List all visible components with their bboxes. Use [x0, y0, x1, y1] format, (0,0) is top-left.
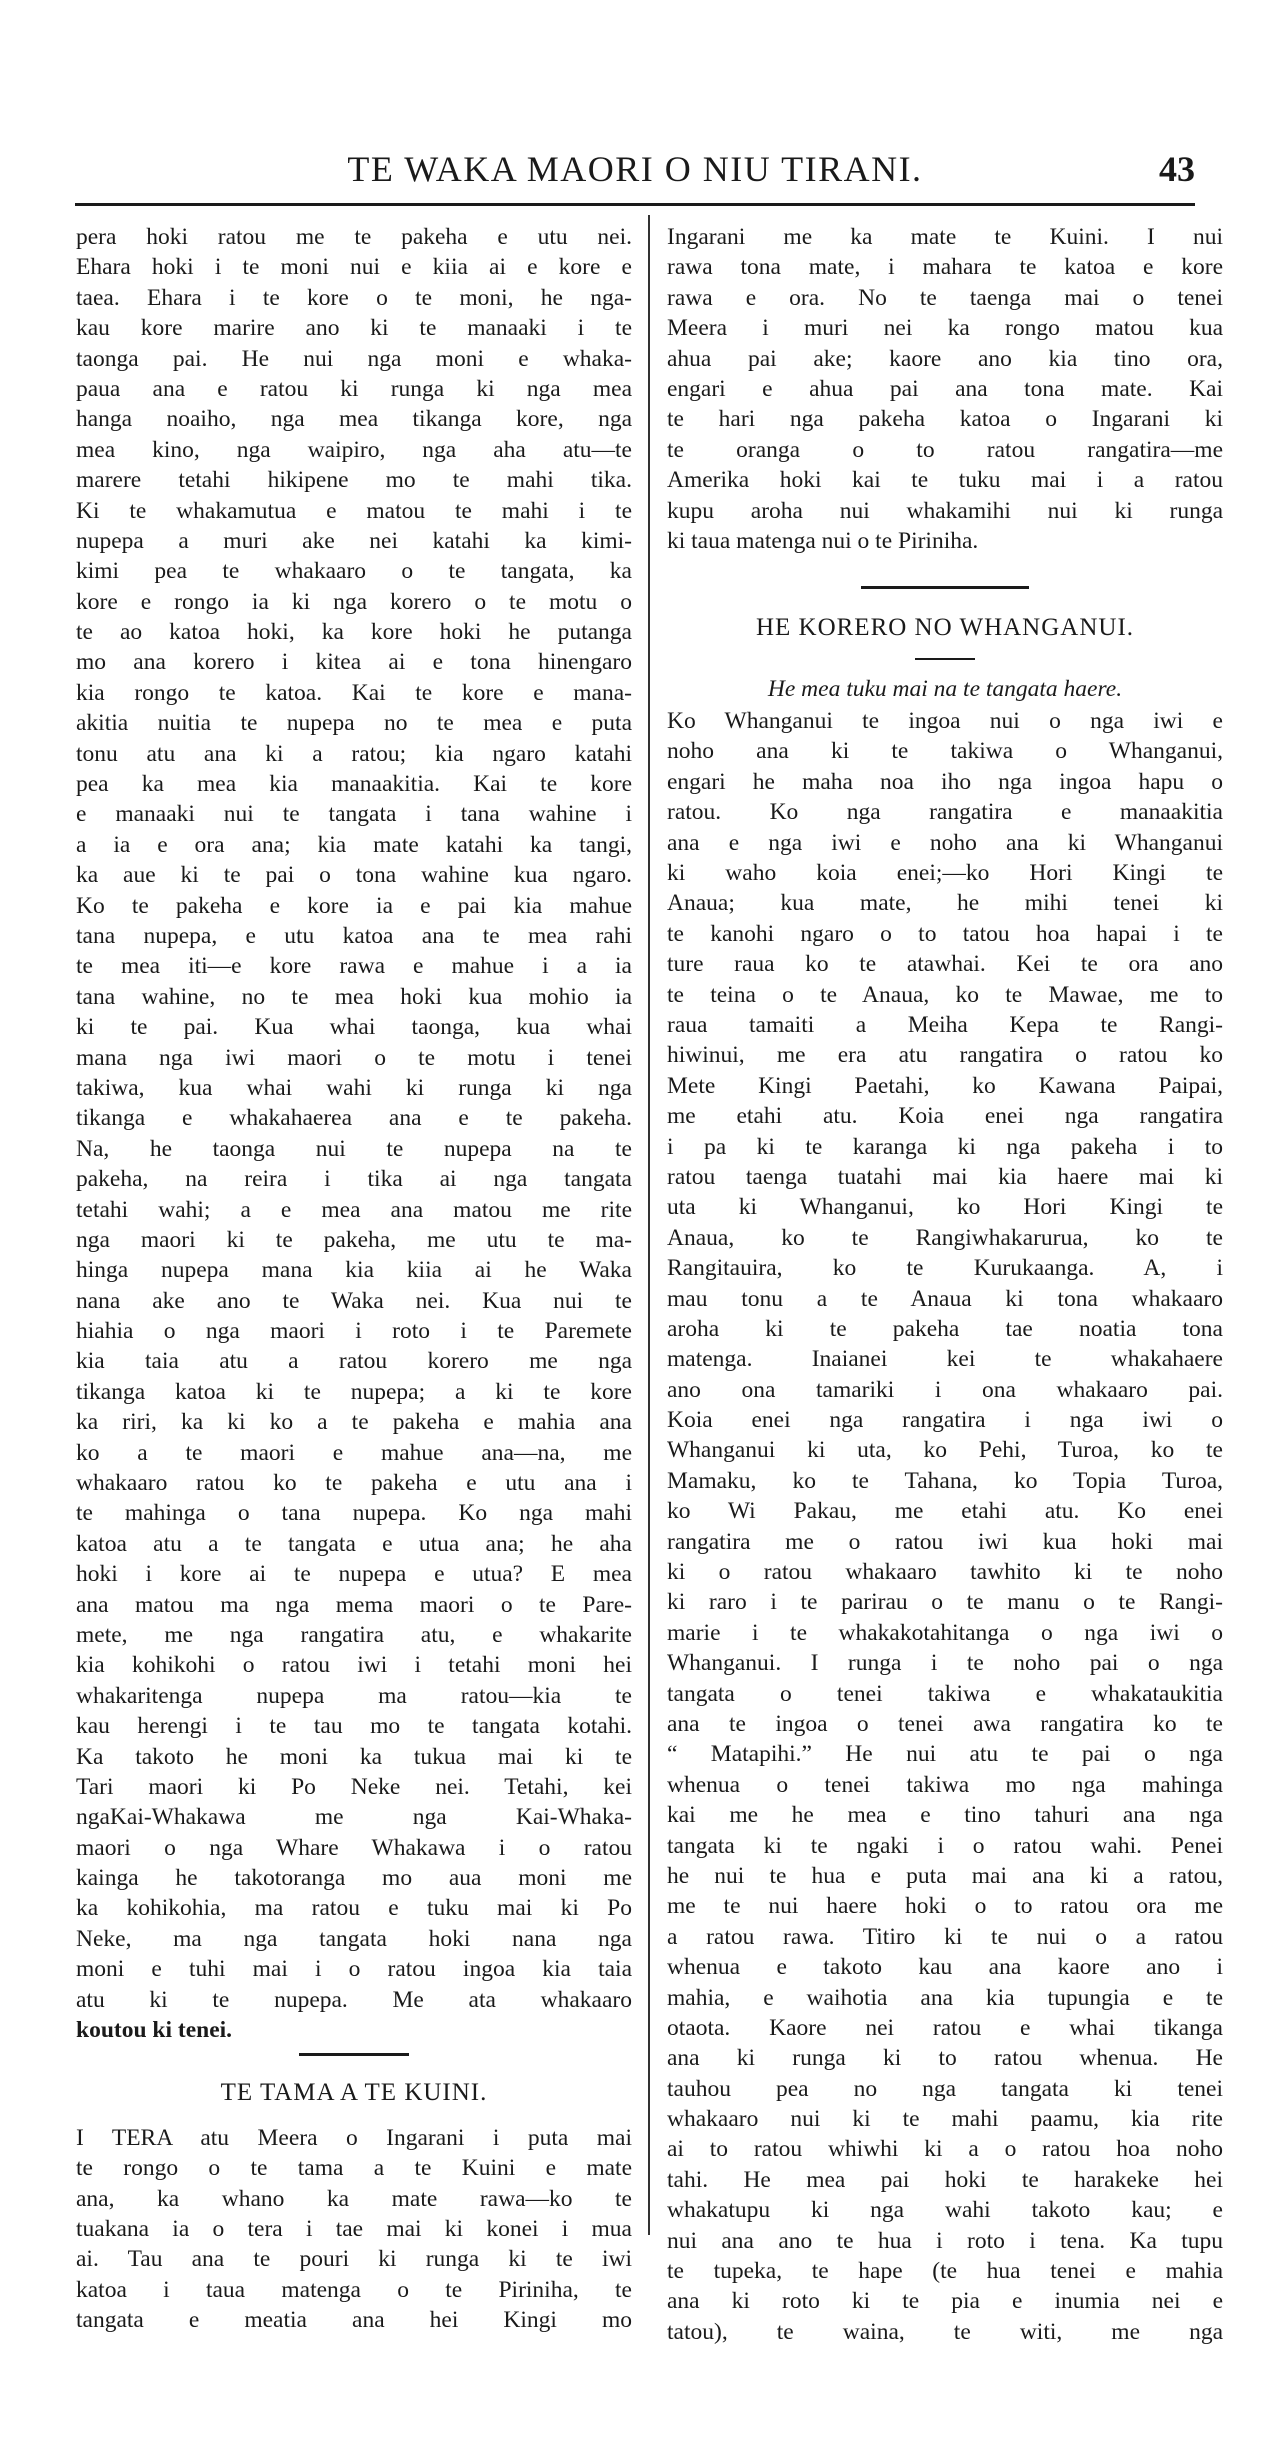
text-line: ture raua ko te atawhai. Kei te ora ano	[667, 951, 1223, 978]
text-line: ratou. Ko nga rangatira e manaakitia	[667, 799, 1223, 826]
text-line: whakaritenga nupepa ma ratou—kia te	[76, 1682, 632, 1709]
text-line: hinga nupepa mana kia kiia ai he Waka	[76, 1257, 632, 1284]
text-line: tetahi wahi; a e mea ana matou me rite	[76, 1196, 632, 1223]
article-queens-son	[76, 2078, 632, 2335]
text-line: te mea iti—e kore rawa e mahue i a ia	[76, 953, 632, 980]
text-line: Ki te whakamutua e matou te mahi i te	[76, 497, 632, 524]
text-line: mete, me nga rangatira atu, e whakarite	[76, 1621, 632, 1648]
text-line: te teina o te Anaua, ko te Mawae, me to	[667, 981, 1223, 1008]
text-line: nga maori ki te pakeha, me utu te ma-	[76, 1226, 632, 1253]
text-line: katoa atu a te tangata e utua ana; he aha	[76, 1530, 632, 1557]
text-line: Ingarani me ka mate te Kuini. I nui	[667, 224, 1223, 250]
text-line: tangata e meatia ana hei Kingi mo	[76, 2307, 632, 2334]
text-line: koutou ki tenei.	[76, 2017, 233, 2044]
text-line: nana ake ano te Waka nei. Kua nui te	[76, 1287, 632, 1314]
text-line: Tari maori ki Po Neke nei. Tetahi, kei	[76, 1773, 632, 1800]
text-line: whakaaro ratou ko te pakeha e utu ana i	[76, 1470, 632, 1497]
text-line: Neke, ma nga tangata hoki nana nga	[76, 1925, 632, 1952]
text-line: ka riri, ka ki ko a te pakeha e mahia ana	[76, 1409, 632, 1436]
text-line: ki te pai. Kua whai taonga, kua whai	[76, 1014, 632, 1041]
text-line: pera hoki ratou me te pakeha e utu nei.	[76, 224, 632, 250]
text-line: a ratou rawa. Titiro ki te nui o a ratou	[667, 1923, 1223, 1950]
text-line: raua tamaiti a Meiha Kepa te Rangi-	[667, 1012, 1223, 1038]
text-line: matenga. Inaianei kei te whakahaere	[667, 1346, 1223, 1373]
text-line: Anaua; kua mate, he mihi tenei ki	[667, 890, 1223, 917]
text-line: noho ana ki te takiwa o Whanganui,	[667, 738, 1223, 765]
text-line: maori o nga Whare Whakawa i o ratou	[76, 1834, 632, 1861]
text-line: engari he maha noa iho nga ingoa hapu o	[667, 768, 1223, 795]
text-line: ai to ratou whiwhi ki a o ratou hoa noho	[667, 2136, 1223, 2163]
text-line: ka kohikohia, ma ratou e tuku mai ki Po	[76, 1895, 632, 1922]
text-line: Anaua, ko te Rangiwhakarurua, ko te	[667, 1224, 1223, 1251]
text-line: ki waho koia enei;—ko Hori Kingi te	[667, 860, 1223, 887]
column-divider	[648, 215, 650, 2235]
text-line: ahua pai ake; kaore ano kia tino ora,	[667, 345, 1223, 372]
text-line: ki raro i te parirau o te manu o te Rangi-	[667, 1589, 1223, 1616]
text-line: nui ana ano te hua i roto i tena. Ka tupu	[667, 2227, 1223, 2254]
text-line: te tupeka, te hape (te hua tenei e mahia	[667, 2258, 1223, 2285]
text-line: nupepa a muri ake nei katahi ka kimi-	[76, 527, 632, 554]
text-line: whenua e takoto kau ana kaore ano i	[667, 1954, 1223, 1981]
text-line: whakatupu ki nga wahi takoto kau; e	[667, 2197, 1223, 2224]
text-line: otaota. Kaore nei ratou e whai tikanga	[667, 2014, 1223, 2041]
text-line: atu ki te nupepa. Me ata whakaaro	[76, 1986, 632, 2013]
text-line: kai me he mea e tino tahuri ana nga	[667, 1802, 1223, 1829]
text-line: ana ki roto ki te pia e inumia nei e	[667, 2288, 1223, 2315]
article-title: HE KORERO NO WHANGANUI.	[755, 614, 1135, 642]
text-line: I TERA atu Meera o Ingarani i puta mai	[76, 2124, 632, 2151]
text-line: ko a te maori e mahue ana—na, me	[76, 1439, 632, 1466]
text-line: ngaKai-Whakawa me nga Kai-Whaka-	[76, 1804, 632, 1831]
text-line: pea ka mea kia manaakitia. Kai te kore	[76, 771, 632, 798]
text-line: ana matou ma nga mema maori o te Pare-	[76, 1591, 632, 1618]
text-line: Amerika hoki kai te tuku mai i a ratou	[667, 467, 1223, 494]
text-line: Ka takoto he moni ka tukua mai ki te	[76, 1743, 632, 1770]
text-line: katoa i taua matenga o te Piriniha, te	[76, 2276, 632, 2303]
text-line: kupu aroha nui whakamihi nui ki runga	[667, 497, 1223, 524]
text-line: taonga pai. He nui nga moni e whaka-	[76, 345, 632, 372]
text-line: tuakana ia o tera i tae mai ki konei i mua	[76, 2216, 632, 2243]
text-line: Mamaku, ko te Tahana, ko Topia Turoa,	[667, 1467, 1223, 1494]
text-line: takiwa, kua whai wahi ki runga ki nga	[76, 1074, 632, 1101]
text-line: mana nga iwi maori o te motu i tenei	[76, 1044, 632, 1071]
text-line: moni e tuhi mai i o ratou ingoa kia taia	[76, 1956, 632, 1983]
text-line: ki o ratou whakaaro tawhito ki te noho	[667, 1559, 1223, 1586]
article-title: TE TAMA A TE KUINI.	[220, 2079, 488, 2107]
text-line: te hari nga pakeha katoa o Ingarani ki	[667, 406, 1223, 433]
text-line: kimi pea te whakaaro o te tangata, ka	[76, 558, 632, 585]
right-column	[667, 222, 1223, 2347]
text-line: kau kore marire ano ki te manaaki i te	[76, 315, 632, 342]
text-line: hiwinui, me era atu rangatira o ratou ko	[667, 1042, 1223, 1069]
text-line: a ia e ora ana; kia mate katahi ka tangi,	[76, 831, 632, 858]
text-line: e manaaki nui te tangata i tana wahine i	[76, 801, 632, 828]
text-line: ana, ka whano ka mate rawa—ko te	[76, 2185, 632, 2212]
text-line: taea. Ehara i te kore o te moni, he nga-	[76, 284, 632, 311]
text-line: paua ana e ratou ki runga ki nga mea	[76, 375, 632, 402]
text-line: Koia enei nga rangatira i nga iwi o	[667, 1407, 1223, 1434]
text-line: tikanga katoa ki te nupepa; a ki te kore	[76, 1378, 632, 1405]
text-line: te oranga o to ratou rangatira—me	[667, 436, 1223, 463]
article-whanganui	[667, 613, 1223, 2347]
text-line: ki taua matenga nui o te Piriniha.	[667, 527, 979, 554]
text-line: mea kino, nga waipiro, nga aha atu—te	[76, 436, 632, 463]
text-line: rangatira me o ratou iwi kua hoki mai	[667, 1528, 1223, 1555]
text-line: kia taia atu a ratou korero me nga	[76, 1348, 632, 1375]
text-line: ana te ingoa o tenei awa rangatira ko te	[667, 1710, 1223, 1737]
text-line: kau herengi i te tau mo te tangata kotahi.	[76, 1713, 632, 1740]
text-line: me te nui haere hoki o to ratou ora me	[667, 1893, 1223, 1920]
section-rule	[299, 2053, 409, 2056]
text-line: te mahinga o tana nupepa. Ko nga mahi	[76, 1500, 632, 1527]
text-line: Rangitauira, ko te Kurukaanga. A, i	[667, 1255, 1223, 1282]
text-line: tatou), te waina, te witi, me nga	[667, 2318, 1223, 2345]
text-line: he nui te hua e puta mai ana ki a ratou,	[667, 1862, 1223, 1889]
text-line: te rongo o te tama a te Kuini e mate	[76, 2155, 632, 2182]
text-line: Whanganui. I runga i te noho pai o nga	[667, 1650, 1223, 1677]
section-rule	[861, 586, 1029, 589]
text-line: Ko Whanganui te ingoa nui o nga iwi e	[667, 708, 1223, 735]
text-line: Ehara hoki i te moni nui e kiia ai e kore e	[76, 254, 632, 281]
text-line: kore e rongo ia ki nga korero o te motu o	[76, 588, 632, 615]
text-line: ana ki runga ki to ratou whenua. He	[667, 2045, 1223, 2072]
text-line: kainga he takotoranga mo aua moni me	[76, 1865, 632, 1892]
text-line: Ko te pakeha e kore ia e pai kia mahue	[76, 892, 632, 919]
header-rule	[75, 203, 1195, 206]
text-line: tana nupepa, e utu katoa ana te mea rahi	[76, 922, 632, 949]
text-line: marie i te whakakotahitanga o nga iwi o	[667, 1619, 1223, 1646]
text-line: me etahi atu. Koia enei nga rangatira	[667, 1103, 1223, 1130]
text-line: akitia nuitia te nupepa no te mea e puta	[76, 710, 632, 737]
left-column	[76, 222, 632, 2336]
text-line: hiahia o nga maori i roto i te Paremete	[76, 1318, 632, 1345]
text-line: tangata o tenei takiwa e whakataukitia	[667, 1680, 1223, 1707]
article-continuation	[76, 222, 632, 2045]
text-line: tauhou pea no nga tangata ki tenei	[667, 2075, 1223, 2102]
text-line: aroha ki te pakeha tae noatia tona	[667, 1315, 1223, 1342]
running-title: TE WAKA MAORI O NIU TIRANI.	[347, 149, 923, 189]
text-line: rawa tona mate, i mahara te katoa e kore	[667, 254, 1223, 281]
text-line: ka aue ki te pai o tona wahine kua ngaro.	[76, 862, 632, 889]
text-line: te kanohi ngaro o to tatou hoa hapai i te	[667, 920, 1223, 947]
text-line: hanga noaiho, nga mea tikanga kore, nga	[76, 406, 632, 433]
text-line: tikanga e whakahaerea ana e te pakeha.	[76, 1105, 632, 1132]
text-line: whenua o tenei takiwa mo nga mahinga	[667, 1771, 1223, 1798]
text-line: Whanganui ki uta, ko Pehi, Turoa, ko te	[667, 1437, 1223, 1464]
text-line: “ Matapihi.” He nui atu te pai o nga	[667, 1741, 1223, 1768]
article-queens-son-continued	[667, 222, 1223, 556]
text-line: kia rongo te katoa. Kai te kore e mana-	[76, 679, 632, 706]
text-line: mahia, e waihotia ana kia tupungia e te	[667, 1984, 1223, 2011]
text-line: rawa e ora. No te taenga mai o tenei	[667, 284, 1223, 311]
text-line: ana e nga iwi e noho ana ki Whanganui	[667, 829, 1223, 856]
text-line: mau tonu a te Anaua ki tona whakaaro	[667, 1285, 1223, 1312]
text-line: hoki i kore ai te nupepa e utua? E mea	[76, 1561, 632, 1588]
text-line: tonu atu ana ki a ratou; kia ngaro katahi	[76, 740, 632, 767]
text-line: marere tetahi hikipene mo te mahi tika.	[76, 467, 632, 494]
text-line: mo ana korero i kitea ai e tona hinengaro	[76, 649, 632, 676]
title-rule	[915, 658, 975, 660]
text-line: i pa ki te karanga ki nga pakeha i to	[667, 1133, 1223, 1160]
text-line: whakaaro nui ki te mahi paamu, kia rite	[667, 2106, 1223, 2133]
text-line: tangata ki te ngaki i o ratou wahi. Penei	[667, 1832, 1223, 1859]
text-line: pakeha, na reira i tika ai nga tangata	[76, 1166, 632, 1193]
text-line: kia kohikohi o ratou iwi i tetahi moni hei	[76, 1652, 632, 1679]
text-line: te ao katoa hoki, ka kore hoki he putanga	[76, 619, 632, 646]
text-line: ano ona tamariki i ona whakaaro pai.	[667, 1376, 1223, 1403]
text-line: engari e ahua pai ana tona mate. Kai	[667, 375, 1223, 402]
text-line: tana wahine, no te mea hoki kua mohio ia	[76, 983, 632, 1010]
text-line: Mete Kingi Paetahi, ko Kawana Paipai,	[667, 1072, 1223, 1099]
page-number: 43	[1159, 149, 1195, 189]
text-line: Na, he taonga nui te nupepa na te	[76, 1135, 632, 1162]
text-line: tahi. He mea pai hoki te harakeke hei	[667, 2166, 1223, 2193]
text-line: ratou taenga tuatahi mai kia haere mai ki	[667, 1163, 1223, 1190]
page-header	[75, 148, 1195, 200]
text-line: uta ki Whanganui, ko Hori Kingi te	[667, 1194, 1223, 1221]
text-line: Meera i muri nei ka rongo matou kua	[667, 315, 1223, 342]
byline: He mea tuku mai na te tangata haere.	[767, 675, 1123, 702]
text-line: ko Wi Pakau, me etahi atu. Ko enei	[667, 1498, 1223, 1525]
text-line: ai. Tau ana te pouri ki runga ki te iwi	[76, 2246, 632, 2273]
